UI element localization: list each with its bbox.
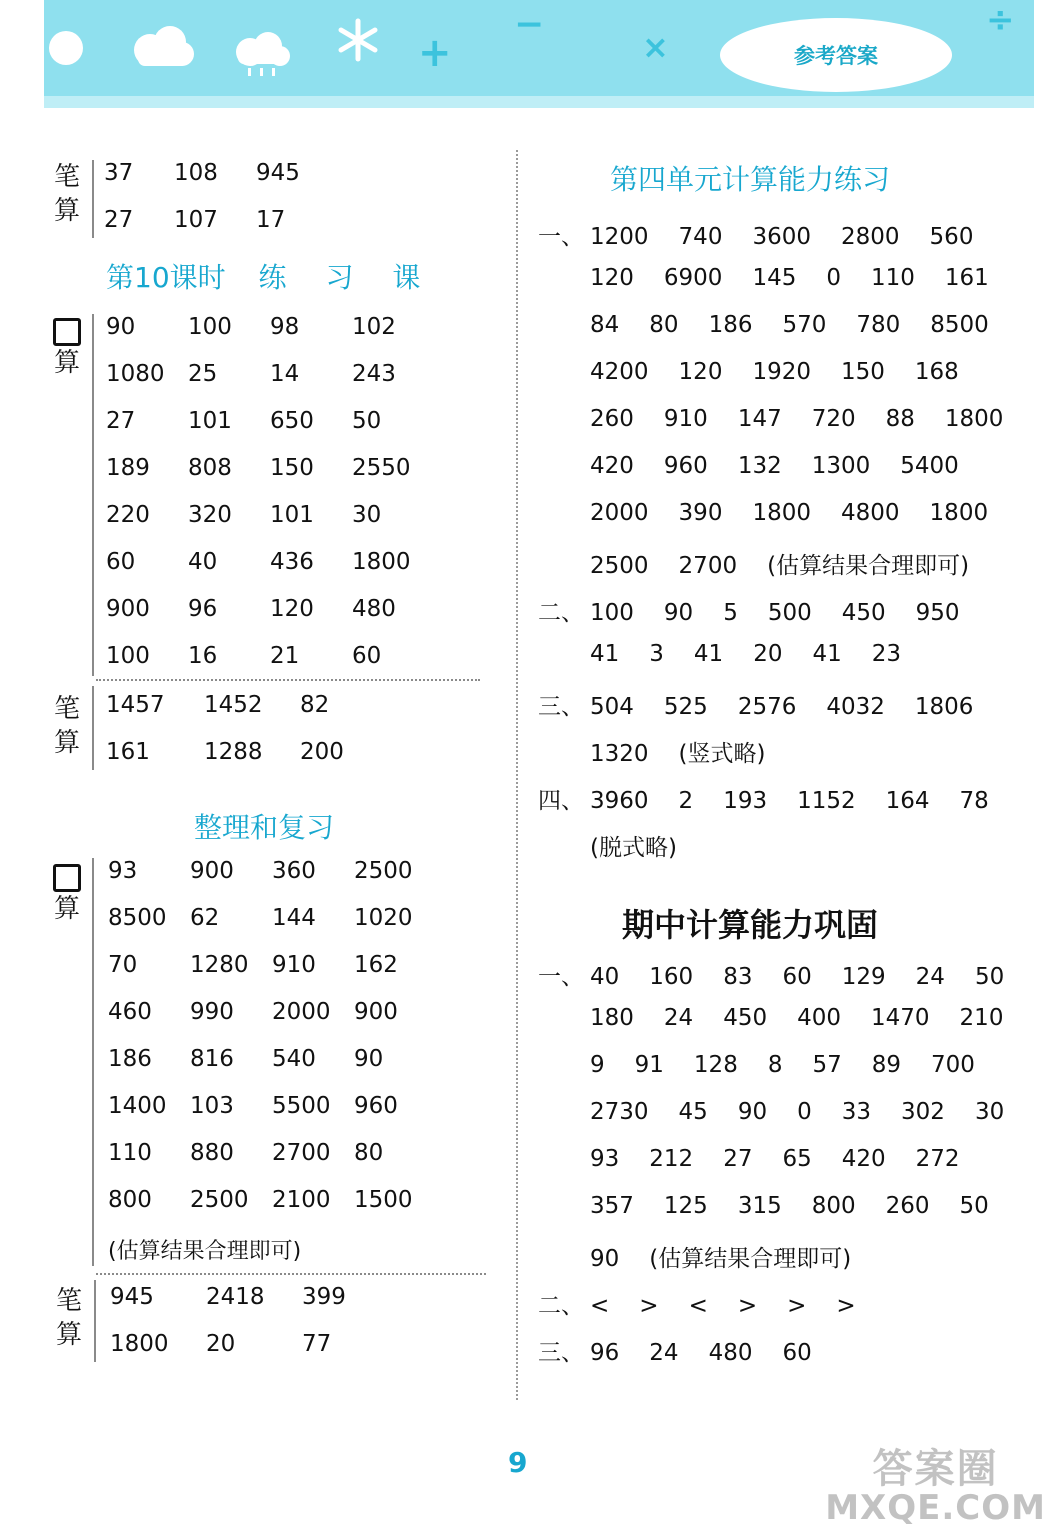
midterm-answer-list [538,958,1034,1381]
cell: 2000 [272,999,331,1025]
answer-value: 27 [723,1146,753,1172]
question-number: 一、 [538,224,584,250]
cell: 120 [270,596,314,622]
answer-value: (估算结果合理即可) [649,1246,852,1272]
vertical-rule [94,1280,96,1362]
cloud-icon [128,24,198,68]
cell: 107 [174,207,218,233]
answer-value: 1800 [929,500,989,526]
cell: 900 [354,999,398,1025]
vertical-rule [92,314,94,676]
answer-value: 30 [974,1099,1005,1125]
answer-value: 420 [590,453,634,479]
answer-value: 20 [753,641,783,667]
answer-value: 2730 [590,1099,649,1125]
answer-value: 78 [959,788,989,814]
answer-value: 450 [841,600,886,626]
answer-value: 500 [767,600,812,626]
bisuan-label [50,160,84,228]
answer-value: 3960 [590,788,649,814]
answer-value: 720 [811,406,856,432]
header-banner [44,0,1034,108]
answer-value: 168 [914,359,959,385]
cell: 21 [270,643,300,669]
answer-value: 480 [708,1340,753,1366]
answer-value: 210 [959,1005,1004,1031]
answer-value: 65 [782,1146,812,1172]
answer-value: 120 [590,265,634,291]
answer-value: 160 [649,964,694,990]
answer-value: 89 [871,1052,902,1078]
answer-value: 2000 [590,500,649,526]
cell: 808 [188,455,232,481]
cell: 186 [108,1046,152,1072]
badge-label: 参考答案 [794,44,878,68]
cell: 1280 [190,952,249,978]
cell: 93 [108,858,138,884]
answer-value: 186 [708,312,753,338]
answer-value: 0 [797,1099,812,1125]
label-char: 笔 [55,1286,82,1316]
answer-value: 24 [663,1005,694,1031]
answer-row [538,359,1033,406]
answer-value: 40 [590,964,620,990]
cell: 60 [106,549,136,575]
answer-value: 41 [693,641,724,667]
answer-value: (估算结果合理即可) [767,553,970,579]
question-number: 四、 [538,788,584,814]
answer-row [538,594,1033,641]
answer-value: 60 [782,1340,812,1366]
cell: 360 [272,858,316,884]
answer-value: 2500 [590,553,649,579]
answer-value: 357 [590,1193,634,1219]
rain-cloud-icon [230,30,294,80]
cell: 1500 [354,1187,413,1213]
cell: 98 [270,314,300,340]
banner-band [44,96,1034,108]
answer-value: 161 [944,265,989,291]
cell: 2700 [272,1140,331,1166]
unit4-answer-list [538,218,1033,876]
answer-row [538,406,1033,453]
cell: 108 [174,160,218,186]
cell: 60 [352,643,382,669]
cell: 1452 [204,692,263,718]
cell: 8500 [108,905,167,931]
answer-value: 41 [812,641,842,667]
answer-value: 80 [649,312,679,338]
answer-value: 260 [885,1193,930,1219]
cell: 40 [188,549,218,575]
answer-row [538,958,1034,1005]
divide-icon: ÷ [986,0,1015,40]
answer-value: 700 [931,1052,975,1078]
cell: 1020 [354,905,413,931]
answer-value: 110 [871,265,915,291]
answer-value: 272 [915,1146,960,1172]
answer-value: 390 [678,500,723,526]
answer-value: 780 [856,312,901,338]
answer-row [538,1005,1034,1052]
cell: 540 [272,1046,316,1072]
cell: 77 [302,1331,332,1357]
answer-value: 3600 [752,224,811,250]
answer-value: > [836,1293,856,1319]
label-char: 笔 [53,162,80,192]
answer-row [538,1193,1034,1240]
answer-value: 193 [723,788,768,814]
answer-value: > [737,1293,758,1319]
cell: 460 [108,999,152,1025]
answer-value: 504 [590,694,634,720]
cell: 82 [300,692,330,718]
answer-value: 4032 [826,694,885,720]
cell: 399 [302,1284,346,1310]
cell: 650 [270,408,314,434]
title-part: 练 [258,261,287,294]
answer-value: 1200 [590,224,649,250]
cell: 27 [104,207,134,233]
answer-value: 1806 [914,694,974,720]
cell: 144 [272,905,316,931]
answer-value: 950 [915,600,960,626]
kou-box-icon [53,318,81,346]
answer-value: 57 [812,1052,842,1078]
answer-value: 90 [737,1099,768,1125]
cell: 900 [106,596,150,622]
cell: 17 [256,207,286,233]
label-char: 算 [55,1320,82,1350]
answer-value: 9 [590,1052,605,1078]
answer-value: 4800 [841,500,900,526]
cell: 880 [190,1140,234,1166]
cell: 2500 [354,858,413,884]
answer-value: 41 [590,641,620,667]
answer-row [538,1287,1034,1334]
answer-value: 0 [826,265,841,291]
cell: 162 [354,952,398,978]
answer-badge [720,18,952,92]
cell: 90 [354,1046,384,1072]
answer-row [538,453,1033,500]
answer-value: 84 [590,312,620,338]
answer-value: 33 [841,1099,872,1125]
answer-value: 125 [663,1193,708,1219]
answer-value: 132 [737,453,782,479]
minus-icon: − [514,4,545,45]
answer-value: 4200 [590,359,649,385]
answer-value: 400 [797,1005,841,1031]
cell: 900 [190,858,234,884]
answer-row [538,312,1033,359]
answer-value: 128 [693,1052,738,1078]
answer-value: 45 [678,1099,708,1125]
vertical-rule [92,858,94,1266]
cell: 80 [354,1140,384,1166]
cell: 1457 [106,692,165,718]
cell: 25 [188,361,218,387]
cell: 1800 [352,549,411,575]
cell: 101 [270,502,314,528]
dotted-separator [96,679,480,681]
cell: 102 [352,314,396,340]
label-char: 算 [53,728,80,758]
answer-value: 50 [959,1193,989,1219]
answer-value: 260 [590,406,634,432]
section-title-unit4: 第四单元计算能力练习 [610,163,891,196]
cell: 990 [190,999,234,1025]
answer-value: 5 [723,600,738,626]
answer-value: 910 [663,406,708,432]
question-number: 三、 [538,1340,584,1366]
answer-value: 147 [737,406,782,432]
cell: 2500 [190,1187,249,1213]
title-part: 第10课时 [106,261,226,294]
cell: 2418 [206,1284,265,1310]
cell: 14 [270,361,300,387]
cell: 243 [352,361,396,387]
answer-value: (脱式略) [590,835,677,861]
answer-value: 450 [723,1005,768,1031]
answer-value: 302 [901,1099,945,1125]
bisuan-label [52,1284,86,1352]
answer-row [538,500,1033,547]
section-title-midterm: 期中计算能力巩固 [622,906,879,944]
answer-value: 2700 [678,553,738,579]
cell: 1288 [204,739,263,765]
label-char: 算 [53,348,80,378]
answer-value: 91 [634,1052,664,1078]
cell: 103 [190,1093,234,1119]
title-part: 课 [392,261,421,294]
cell: 16 [188,643,218,669]
answer-value: 570 [782,312,827,338]
cell: 30 [352,502,382,528]
answer-value: 88 [885,406,915,432]
answer-row [538,1052,1034,1099]
answer-value: 50 [974,964,1005,990]
label-char: 算 [53,196,80,226]
answer-value: 24 [649,1340,679,1366]
answer-value: 24 [915,964,945,990]
answer-value: 1800 [752,500,811,526]
cell: 189 [106,455,150,481]
cell: 910 [272,952,316,978]
cell: 200 [300,739,344,765]
cell: 1400 [108,1093,167,1119]
answer-row [538,218,1033,265]
cell: 50 [352,408,382,434]
label-char: 笔 [53,694,80,724]
answer-row [538,1240,1034,1287]
answer-value: 8 [767,1052,783,1078]
cell: 110 [108,1140,152,1166]
question-number: 三、 [538,694,584,720]
answer-row [538,265,1033,312]
kou-box-icon [53,864,81,892]
answer-value: 3 [649,641,664,667]
cell: 436 [270,549,314,575]
answer-value: (竖式略) [678,741,766,767]
answer-value: 93 [590,1146,620,1172]
answer-value: 315 [737,1193,782,1219]
cell: 1080 [106,361,165,387]
answer-value: 96 [590,1340,620,1366]
answer-row [538,782,1033,829]
dotted-separator [96,1273,486,1275]
snowflake-icon [336,18,380,62]
kousuan-label [50,314,84,380]
cell: 90 [106,314,136,340]
cell: 816 [190,1046,234,1072]
question-number: 一、 [538,964,584,990]
answer-value: 1152 [797,788,856,814]
answer-value: 2800 [841,224,900,250]
cell: 62 [190,905,220,931]
answer-value: 5400 [900,453,959,479]
section-title-review: 整理和复习 [194,811,335,844]
watermark-line1: 答案圈 [872,1446,999,1492]
page-number: 9 [508,1446,528,1479]
answer-value: 1800 [944,406,1004,432]
cell: 27 [106,408,136,434]
answer-value: 129 [841,964,886,990]
estimate-note: (估算结果合理即可) [108,1239,302,1264]
cell: 20 [206,1331,236,1357]
answer-value: 525 [663,694,708,720]
cell: 320 [188,502,232,528]
cell: 945 [110,1284,154,1310]
answer-value: > [639,1293,659,1319]
cell: 2100 [272,1187,331,1213]
answer-value: 1320 [590,741,649,767]
answer-value: 83 [723,964,753,990]
answer-value: 1470 [871,1005,930,1031]
cell: 2550 [352,455,411,481]
answer-value: 23 [871,641,902,667]
answer-value: 150 [841,359,885,385]
answer-value: 100 [590,600,634,626]
label-char: 算 [53,894,80,924]
answer-value: 560 [929,224,974,250]
kousuan-label [50,860,84,926]
answer-row [538,1334,1034,1381]
answer-value: < [590,1293,610,1319]
question-number: 二、 [538,600,584,626]
answer-value: > [787,1293,807,1319]
cell: 100 [106,643,150,669]
answer-row [538,735,1033,782]
answer-value: 180 [590,1005,634,1031]
answer-value: 90 [590,1246,620,1272]
answer-value: 6900 [663,265,723,291]
answer-row [538,1099,1034,1146]
answer-row [538,688,1033,735]
cell: 101 [188,408,232,434]
answer-value: 800 [811,1193,856,1219]
vertical-rule [92,160,94,238]
question-number: 二、 [538,1293,584,1319]
answer-value: 90 [663,600,694,626]
cell: 220 [106,502,150,528]
column-divider [516,150,518,1400]
cell: 945 [256,160,300,186]
watermark-line2: MXQE.COM [825,1488,1046,1528]
cell: 5500 [272,1093,331,1119]
cell: 1800 [110,1331,169,1357]
cell: 480 [352,596,396,622]
answer-row [538,1146,1034,1193]
vertical-rule [92,686,94,770]
answer-value: < [688,1293,708,1319]
answer-row [538,829,1033,876]
section-title-lesson10 [106,256,420,296]
answer-value: 1300 [811,453,871,479]
answer-value: 164 [885,788,930,814]
cell: 100 [188,314,232,340]
answer-value: 2576 [737,694,797,720]
cell: 960 [354,1093,398,1119]
cell: 161 [106,739,150,765]
answer-value: 420 [841,1146,886,1172]
bisuan-label [50,692,84,760]
cell: 150 [270,455,314,481]
answer-value: 2 [678,788,694,814]
cell: 37 [104,160,134,186]
watermark-logo [825,1437,1046,1528]
sun-icon [48,30,84,66]
cell: 70 [108,952,138,978]
answer-value: 1920 [752,359,811,385]
answer-value: 120 [678,359,723,385]
answer-value: 8500 [930,312,989,338]
answer-value: 60 [782,964,812,990]
plus-icon: + [418,30,452,76]
cell: 96 [188,596,218,622]
answer-value: 212 [649,1146,694,1172]
answer-row [538,547,1033,594]
answer-value: 145 [752,265,797,291]
cell: 800 [108,1187,152,1213]
answer-value: 960 [663,453,708,479]
answer-value: 740 [678,224,723,250]
times-icon: × [642,28,669,66]
answer-row [538,641,1033,688]
title-part: 习 [325,261,354,294]
